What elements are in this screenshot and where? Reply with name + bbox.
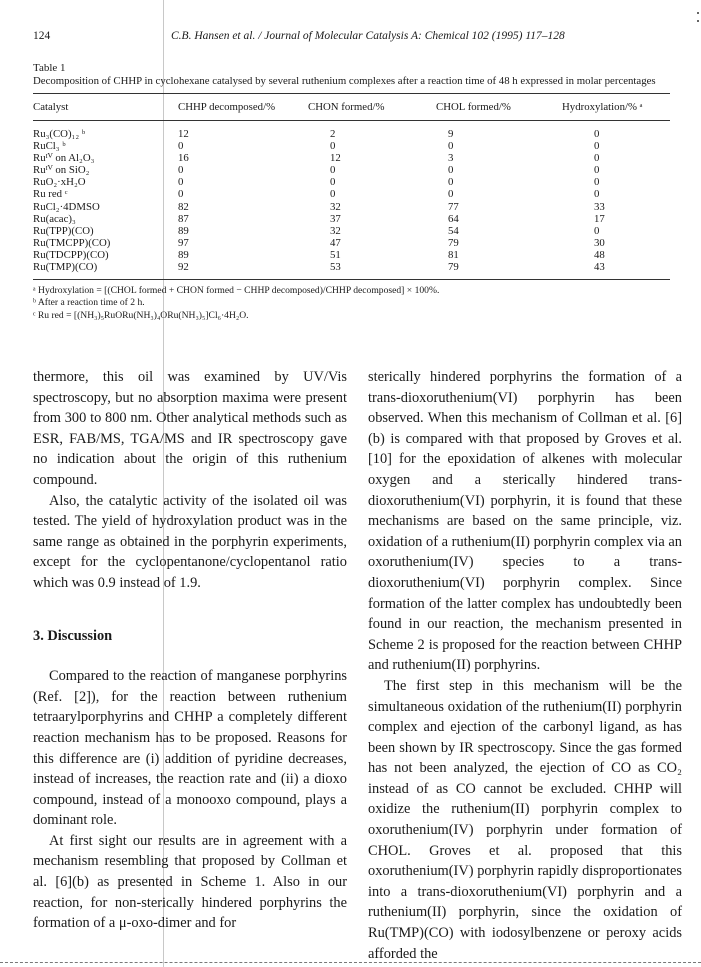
page-edge-border [0, 962, 701, 963]
value-cell: 0 [594, 152, 600, 165]
value-cell: 33 [594, 200, 605, 213]
value-cell: 0 [178, 176, 184, 189]
value-cell: 0 [594, 140, 600, 153]
value-cell: 0 [330, 140, 336, 153]
value-cell: 0 [330, 164, 336, 177]
catalyst-cell: Ru(TMCPP)(CO) [33, 236, 111, 249]
value-cell: 79 [448, 260, 459, 273]
page-header [33, 30, 663, 46]
value-cell: 0 [178, 164, 184, 177]
value-cell: 77 [448, 200, 459, 213]
catalyst-cell: RuO₂·xH₂O [33, 176, 86, 189]
value-cell: 0 [594, 164, 600, 177]
paragraph: thermore, this oil was examined by UV/Vis spectroscopy, but no absorption maxima were present from 300 to 800 nm. Other analytical methods such as ESR, FAB/MS, TGA/MS and IR spectroscopy gave no indication about the origin of this ruthenium compound. [33, 369, 347, 488]
catalyst-cell: Ru(TDCPP)(CO) [33, 248, 109, 261]
value-cell: 0 [594, 224, 600, 237]
data-table [33, 93, 670, 280]
value-cell: 2 [330, 128, 336, 140]
table-row [33, 188, 670, 200]
value-cell: 82 [178, 200, 189, 213]
footnote: ᵇ After a reaction time of 2 h. [33, 297, 145, 309]
value-cell: 30 [594, 236, 605, 249]
value-cell: 92 [178, 260, 189, 273]
value-cell: 32 [330, 200, 341, 213]
page-number: 124 [33, 30, 51, 42]
table-row [33, 164, 670, 176]
value-cell: 0 [594, 176, 600, 189]
footnote: ᵃ Hydroxylation = [(CHOL formed + CHON formed − CHHP decomposed)/CHHP decomposed] × 100%. [33, 284, 440, 296]
table-header-row [33, 94, 670, 121]
table-row [33, 121, 670, 141]
table-body [33, 121, 670, 280]
catalyst-cell: RuCl₃ ᵇ [33, 140, 66, 153]
value-cell: 79 [448, 236, 459, 249]
table-caption: Decomposition of CHHP in cyclohexane catalysed by several ruthenium complexes after a reaction time of 48 h expressed in molar percentages [33, 75, 656, 87]
value-cell: 16 [178, 152, 189, 165]
left-column [33, 367, 347, 934]
table-footnotes [33, 285, 670, 323]
paragraph: sterically hindered porphyrins the formation of a trans-dioxoruthenium(VI) porphyrin has been observed. When this mechanism of Collman et al. [6](b) is compared with that proposed by Groves et al. [10] for the epoxidation of alkenes with molecular oxygen and a sterically hindered trans-dioxoruthenium(VI) porphyrin, it is found that these mechanisms are based on the same principle, viz. oxidation of a ruthenium(II) porphyrin complex via an oxoruthenium(IV) species to a trans-dioxoruthenium(VI) porphyrin complex. Since formation of the latter complex has undoubtedly been found in our reaction, the mechanism presented in Scheme 2 is proposed for the reaction between CHHP and ruthenium(II) porphyrins. [368, 369, 682, 674]
value-cell: 51 [330, 248, 341, 261]
paragraph: Compared to the reaction of manganese porphyrins (Ref. [2]), for the reaction between ruthenium tetraarylporphyrins and CHHP a completely different reaction mechanism has to be proposed. Reasons for this difference are (i) addition of pyridine decreases, instead of increases, the reaction rate and (ii) a dioxo compound, instead of a monooxo compound, plays a dominant role. [33, 668, 347, 829]
value-cell: 0 [448, 164, 454, 177]
table-label: Table 1 [33, 62, 66, 74]
value-cell: 37 [330, 212, 341, 225]
value-cell: 0 [330, 188, 336, 201]
value-cell: 47 [330, 236, 341, 249]
catalyst-cell: Ru(TMP)(CO) [33, 260, 98, 273]
value-cell: 12 [178, 128, 189, 140]
paragraph: The first step in this mechanism will be the simultaneous oxidation of the ruthenium(II) porphyrin complex and ejection of the carbonyl ligand, as has been shown by IR spectroscopy. Since the gas formed has not been analyzed, the ejection of CO as CO₂ instead of as CO cannot be excluded. CHHP will oxidize the ruthenium(II) porphyrin complex to oxoruthenium(IV) porphyrin under formation of CHOL. Groves et al. proposed that this oxoruthenium(IV) porphyrin rapidly disproportionates into a trans-dioxoruthenium(VI) porphyrin and a ruthenium(II) porphyrin, since the oxidation of Ru(TMP)(CO) with iodosylbenzene or peroxy acids afforded the [368, 677, 682, 962]
value-cell: 0 [594, 188, 600, 201]
column-header: CHHP decomposed/% [178, 101, 276, 113]
value-cell: 0 [448, 140, 454, 153]
value-cell: 43 [594, 260, 605, 273]
right-column [368, 367, 682, 964]
table-row [33, 200, 670, 212]
catalyst-cell: Ru(acac)₃ [33, 212, 76, 225]
value-cell: 3 [448, 152, 454, 165]
paragraph: Also, the catalytic activity of the isolated oil was tested. The yield of hydroxylation product was in the same range as obtained in the porphyrin experiments, except for the cyclopentanone/cyclopentanol ratio which was 0.9 instead of 1.9. [33, 492, 347, 591]
value-cell: 0 [178, 188, 184, 201]
table-row [33, 140, 670, 152]
catalyst-cell: Ruᴵⱽ on SiO₂ [33, 164, 90, 177]
value-cell: 0 [448, 188, 454, 201]
scan-speck [697, 12, 699, 14]
value-cell: 12 [330, 152, 341, 165]
value-cell: 89 [178, 248, 189, 261]
column-header: CHON formed/% [308, 101, 385, 113]
column-header: Catalyst [33, 101, 69, 113]
footnote: ᶜ Ru red = [(NH₃)₅RuORu(NH₃)₄ORu(NH₃)₅]Cl₆·4H₂O. [33, 309, 249, 321]
catalyst-cell: Ruᴵⱽ on Al₂O₃ [33, 152, 95, 165]
paragraph: At first sight our results are in agreement with a mechanism resembling that proposed by Collman et al. [6](b) as presented in Scheme 1. Also in our reaction, for non-sterically hindered porphyrins the formation of a μ-oxo-dimer and for [33, 832, 347, 932]
table-row [33, 249, 670, 261]
value-cell: 0 [178, 140, 184, 153]
catalyst-cell: RuCl₂·4DMSO [33, 200, 100, 213]
column-header: CHOL formed/% [436, 101, 511, 113]
value-cell: 9 [448, 128, 454, 140]
value-cell: 89 [178, 224, 189, 237]
scan-speck [697, 20, 699, 22]
value-cell: 17 [594, 212, 605, 225]
value-cell: 81 [448, 248, 459, 261]
value-cell: 0 [448, 176, 454, 189]
value-cell: 32 [330, 224, 341, 237]
value-cell: 87 [178, 212, 189, 225]
section-heading: 3. Discussion [33, 627, 113, 644]
value-cell: 48 [594, 248, 605, 261]
value-cell: 64 [448, 212, 459, 225]
table-row [33, 225, 670, 237]
table-row [33, 237, 670, 249]
column-header: Hydroxylation/% ᵃ [562, 101, 643, 113]
running-head: C.B. Hansen et al. / Journal of Molecular Catalysis A: Chemical 102 (1995) 117–128 [171, 30, 565, 42]
table-row [33, 152, 670, 164]
value-cell: 54 [448, 224, 459, 237]
table-block [33, 62, 670, 322]
table-row [33, 213, 670, 225]
value-cell: 0 [330, 176, 336, 189]
table-row [33, 261, 670, 280]
value-cell: 53 [330, 260, 341, 273]
catalyst-cell: Ru₃(CO)₁₂ ᵇ [33, 128, 86, 140]
catalyst-cell: Ru(TPP)(CO) [33, 224, 94, 237]
catalyst-cell: Ru red ᶜ [33, 188, 68, 201]
table-row [33, 176, 670, 188]
value-cell: 97 [178, 236, 189, 249]
value-cell: 0 [594, 128, 600, 140]
